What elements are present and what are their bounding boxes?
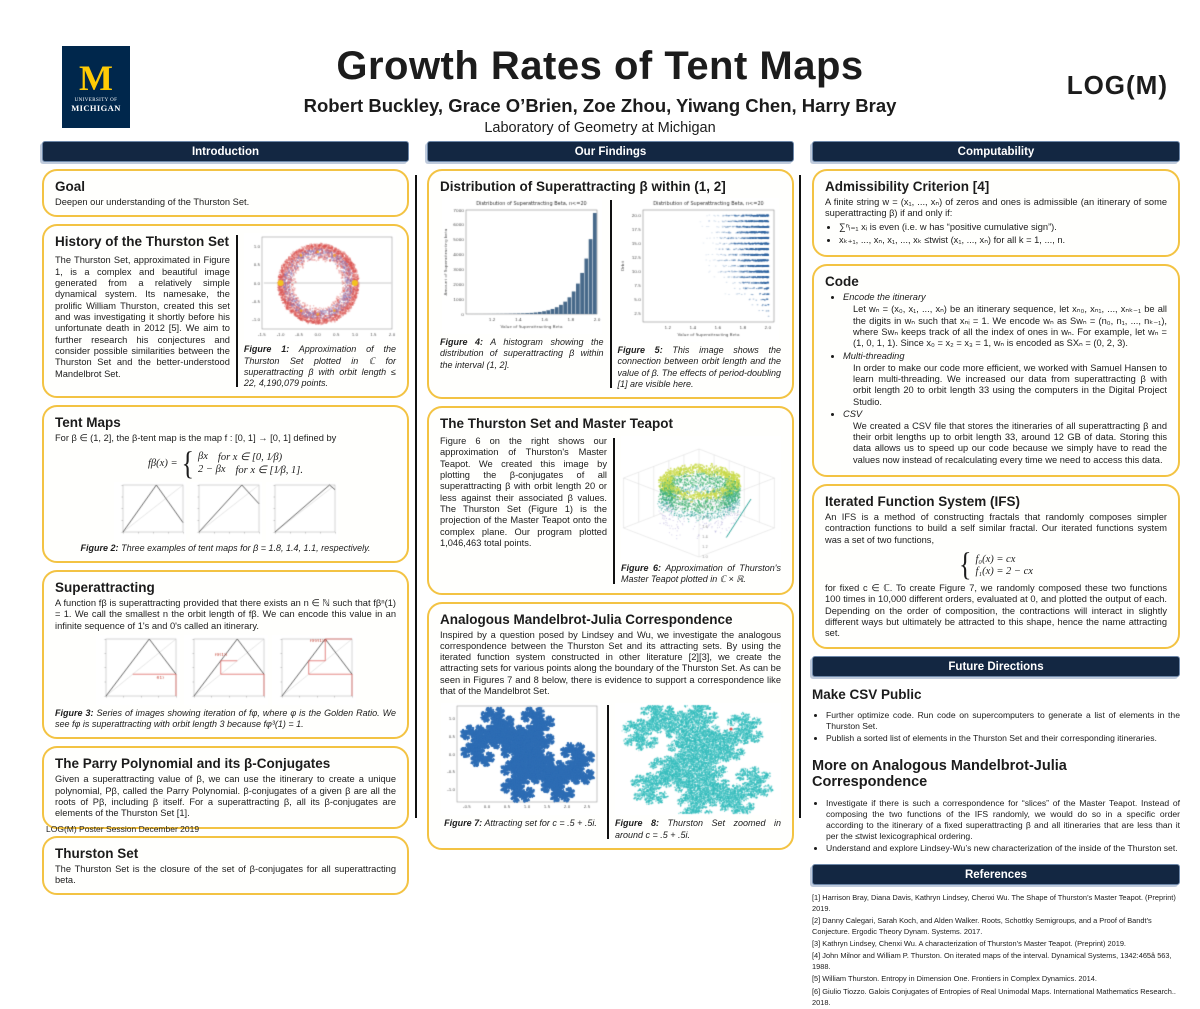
distribution-divider — [610, 200, 612, 388]
mandelbrot-julia-divider — [607, 705, 609, 839]
history-divider — [236, 235, 238, 387]
poster-columns — [42, 141, 1180, 1009]
more-correspondence-title: More on Analogous Mandelbrot-Julia Correspondence — [812, 757, 1067, 790]
formula-lhs: fβ(x) = — [148, 458, 178, 470]
more-bullet-1: • Investigate if there is such a correspondence for “slices” of the Master Teapot. Instead of composing the two functions of the IFS randomly, we would do so in a specific order according to the itinerary of a fixed superattracting β and all itineraries that are less than it per the ≤twist lexicographical ordering. — [826, 798, 1180, 842]
figure-6-caption: Figure 6: Approximation of Thurston's Master Teapot plotted in ℂ × ℝ. — [621, 563, 781, 585]
figure-3-iteration-3 — [272, 635, 356, 705]
column-computability — [812, 141, 1180, 1009]
thurston-body: The Thurston Set is the closure of the set of β-conjugates for all superattracting beta. — [55, 863, 396, 886]
formula-brace: { — [181, 444, 195, 482]
block-m-icon: M — [79, 58, 113, 98]
figure-7-attracting-set — [441, 703, 601, 815]
history-title: History of the Thurston Set — [55, 234, 230, 250]
references-list — [812, 892, 1180, 1009]
logo-university-of: UNIVERSITY OF — [74, 98, 118, 103]
goal-body: Deepen our understanding of the Thurston Set. — [55, 197, 250, 207]
figure-2-tent-map-1 — [114, 482, 186, 540]
figure-8-caption: Figure 8: Thurston Set zoomed in around c = .5 + .5i. — [615, 818, 781, 840]
admissibility-lead: A finite string w = (x₁, ..., xₙ) of zeros and ones is admissible (an itinerary of some superattracting β) if and only if: — [825, 197, 1167, 219]
reference-5: [5] William Thurston. Entropy in Dimension One. Frontiers in Complex Dynamics. 2014. — [812, 974, 1097, 984]
figure-3-caption: Figure 3: Series of images showing iteration of fφ, where φ is the Golden Ratio. We see fφ is superattracting with orbit length 3 because fφ³(1) = 1. — [55, 707, 396, 730]
poster-title: Growth Rates of Tent Maps — [336, 44, 864, 88]
thurston-set-box — [42, 836, 409, 896]
reference-6: [6] Giulio Tiozzo. Galois Conjugates of Entropies of Real Unimodal Maps. International Mathematics Research.. 2018. — [812, 986, 1176, 1007]
figure-6-master-teapot-plot — [621, 436, 781, 560]
figure-2-tent-map-2 — [190, 482, 262, 540]
reference-3: [3] Kathryn Lindsey, Chenxi Wu. A characterization of Thurston’s Master Teapot. (Preprint) 2019. — [812, 939, 1126, 949]
section-header-future-directions: Future Directions — [812, 656, 1180, 677]
more-bullet-2: • Understand and explore Lindsey-Wu’s new characterization of the inside of the Thurston set. — [826, 843, 1180, 854]
ifs-case1: f₀(x) = cx — [975, 553, 1016, 565]
figure-2-caption: Figure 2: Three examples of tent maps for β = 1.8, 1.4, 1.1, respectively. — [80, 542, 371, 553]
figure-5-orbit-scatter — [619, 198, 779, 342]
figure-3-row — [55, 635, 396, 705]
superattracting-box — [42, 570, 409, 739]
mandelbrot-julia-body: Inspired by a question posed by Lindsey and Wu, we investigate the analogous correspondence between the Thurston Set and its attracting sets. By using the iterated function system constructed in other literature [2][3], we create the attracting sets for various points along the boundary of the Thurston Set. As can be seen in Figures 7 and 8 below, there is evidence to support a correspondence like that of the Mandelbrot Set. — [440, 629, 781, 697]
code-item-multithreading: • Multi-threading In order to make our code more efficient, we worked with Samuel Hansen to learn multi-threading. We increased our data from superattracting β with orbit length 20 to orbit length 33 using the computers in the Digital Project Studio. — [843, 351, 1167, 408]
code-item-encode: • Encode the itinerary Let wₙ = (x₀, x₁, ..., xₙ) be an itinerary sequence, let xₙ₀, xₙ₁, ..., xₙₖ₋₁ be all the digits in wₙ such that xₙᵢ = 1. We encode wₙ as Swₙ = (n₀, n₁, ..., nₖ₋₁), where Swₙ keeps track of all the index of ones in wₙ. For example, let wₙ = (1, 0, 1, 1). Since x₀ = x₂ = x₃ = 1, wₙ is encoded as SXₙ = (0, 2, 3). — [843, 292, 1167, 349]
ifs-body: for fixed c ∈ ℂ. To create Figure 7, we randomly composed these two functions 100 times in 10,000 different orders, evaluated at 0, and plotted the output of each. Depending on the order of composition, the contractions will interact in slightly different ways but ultimately be attracted to this shape, hence the name attracting set. — [825, 583, 1167, 639]
ifs-box — [812, 484, 1180, 649]
case1-cond: for x ∈ [0, 1⁄β) — [217, 452, 283, 464]
figure-5-caption: Figure 5: This image shows the connection between orbit length and the value of β. The effects of period-doubling [1] are visible here. — [617, 345, 781, 389]
column-introduction — [42, 141, 409, 1009]
reference-4: [4] John Milnor and William P. Thurston. On iterated maps of the interval. Dynamical Systems, 1342:465â 563, 1988. — [812, 951, 1172, 972]
case2-cond: for x ∈ [1⁄β, 1]. — [235, 465, 303, 477]
code-item-csv: • CSV We created a CSV file that stores the itineraries of all superattracting β and their orbit lengths up to orbit length 33, around 12 GB of data. Storing this data allows us to speed up our code because we simply have to read the values now instead of recalculating every time we need to access this data. — [843, 409, 1167, 466]
distribution-box — [427, 169, 794, 399]
history-body: The Thurston Set, approximated in Figure 1, is a complex and beautiful image generated from a relatively simple dynamical system. Its namesake, the prolific William Thurston, created this set and was investigating it shortly before his unfortunate death in 2012 [5]. We aim to further research his conjectures and consider possible similarities between the Thurston Set and the better-understood Mandelbrot Set. — [55, 255, 230, 379]
reference-2: [2] Danny Calegari, Sarah Koch, and Alden Walker. Roots, Schottky Semigroups, and a Proof of Bandt’s Conjecture. Ergodic Theory Dynam. Systems. 2017. — [812, 915, 1152, 936]
footer-session-note: LOG(M) Poster Session December 2019 — [46, 824, 200, 834]
admissibility-title: Admissibility Criterion [4] — [825, 179, 990, 194]
poster-authors: Robert Buckley, Grace O’Brien, Zoe Zhou, Yiwang Chen, Harry Bray — [303, 95, 897, 116]
tent-map-formula — [55, 444, 396, 482]
ifs-case2: f₁(x) = 2 − cx — [975, 565, 1033, 577]
ifs-lead: An IFS is a method of constructing fractals that randomly composes simpler contraction functions to build a self similar fractal. Our iterated functions system was a set of two functions, — [825, 512, 1167, 545]
logo-michigan: MICHIGAN — [71, 103, 121, 113]
superattracting-body: A function fβ is superattracting provided that there exists an n ∈ ℕ such that fβⁿ(1) = 1. We call the smallest n the orbit length of fβ. We can encode this value in an infinite sequence of 1's and 0's called an itinerary. — [55, 597, 396, 631]
code-title: Code — [825, 274, 859, 290]
ifs-brace: { — [959, 546, 972, 583]
figure-4-histogram — [442, 198, 602, 334]
ifs-title: Iterated Function System (IFS) — [825, 494, 1021, 510]
case2-expr: 2 − βx — [198, 464, 226, 476]
figure-8-thurston-zoom — [615, 703, 781, 815]
master-teapot-box — [427, 406, 794, 595]
tent-maps-title: Tent Maps — [55, 415, 121, 431]
case1-expr: βx — [198, 451, 208, 463]
ifs-formula — [825, 546, 1167, 583]
parry-body: Given a superattracting value of β, we can use the itinerary to create a unique polynomial, Pβ, called the Parry Polynomial. β-conjugates of a given β are all the roots of Pβ, including β itself. For a superattracting β, all its β-conjugates are elements of the Thurston Set [1]. — [55, 774, 396, 819]
figure-4-caption: Figure 4: A histogram showing the distribution of superattracting β within the interval (1, 2]. — [440, 337, 604, 370]
logm-wordmark: LOG(M) — [1066, 70, 1168, 100]
goal-title: Goal — [55, 179, 86, 194]
admissibility-bullet-1: • ∑ⁿᵢ₌₁ xᵢ is even (i.e. w has “positive cumulative sign”). — [839, 222, 1167, 234]
tent-maps-lead: For β ∈ (1, 2], the β-tent map is the map f : [0, 1] → [0, 1] defined by — [55, 433, 337, 444]
parry-title: The Parry Polynomial and its β-Conjugates — [55, 756, 331, 772]
mandelbrot-julia-title: Analogous Mandelbrot-Julia Correspondence — [440, 611, 733, 627]
reference-1: [1] Harrison Bray, Diana Davis, Kathryn Lindsey, Chenxi Wu. The Shape of Thurston’s Master Teapot. (Preprint) 2019. — [812, 892, 1176, 913]
csv-bullet-2: • Publish a sorted list of elements in the Thurston Set and their corresponding itineraries. — [826, 733, 1180, 744]
figure-1-caption: Figure 1: Approximation of the Thurston Set plotted in ℂ for superattracting β with orbit length ≤ 22, 4,190,079 points. — [243, 344, 396, 389]
figure-3-iteration-2 — [184, 635, 268, 705]
figure-1-thurston-set-plot — [244, 233, 396, 341]
superattracting-title: Superattracting — [55, 579, 155, 595]
tent-maps-box — [42, 405, 409, 563]
admissibility-bullet-2: • xₖ₊₁, ..., xₙ, x₁, ..., xₖ ≤twist (x₁, ..., xₙ) for all k = 1, ..., n. — [839, 235, 1167, 247]
thurston-title: Thurston Set — [55, 845, 139, 861]
code-box — [812, 264, 1180, 477]
mandelbrot-julia-box — [427, 602, 794, 850]
teapot-title: The Thurston Set and Master Teapot — [440, 416, 674, 431]
parry-polynomial-box — [42, 746, 409, 828]
section-header-references: References — [812, 864, 1180, 885]
column-findings — [427, 141, 794, 1009]
poster-affiliation: Laboratory of Geometry at Michigan — [484, 120, 716, 136]
figure-2-row — [55, 482, 396, 540]
figure-2-tent-map-3 — [266, 482, 338, 540]
section-header-findings: Our Findings — [427, 141, 794, 162]
goal-box — [42, 169, 409, 217]
csv-bullet-1: • Further optimize code. Run code on supercomputers to generate a list of elements in the Thurston Set. — [826, 710, 1180, 732]
section-header-introduction: Introduction — [42, 141, 409, 162]
distribution-title: Distribution of Superattracting β within (1, 2] — [440, 179, 726, 194]
teapot-body: Figure 6 on the right shows our approximation of Thurston's Master Teapot. We created this image by plotting the β-conjugates of all superattracting β with orbit length 20 or less against their associated β values. The Thurston Set (Figure 1) is the projection of the Master Teapot onto the complex plane. Our program plotted 1,046,463 total points. — [440, 436, 607, 548]
admissibility-box — [812, 169, 1180, 257]
figure-7-caption: Figure 7: Attracting set for c = .5 + .5i. — [444, 818, 597, 829]
figure-3-iteration-1 — [96, 635, 180, 705]
teapot-divider — [613, 438, 615, 584]
history-box — [42, 224, 409, 398]
make-csv-public-title: Make CSV Public — [812, 686, 922, 702]
section-header-computability: Computability — [812, 141, 1180, 162]
